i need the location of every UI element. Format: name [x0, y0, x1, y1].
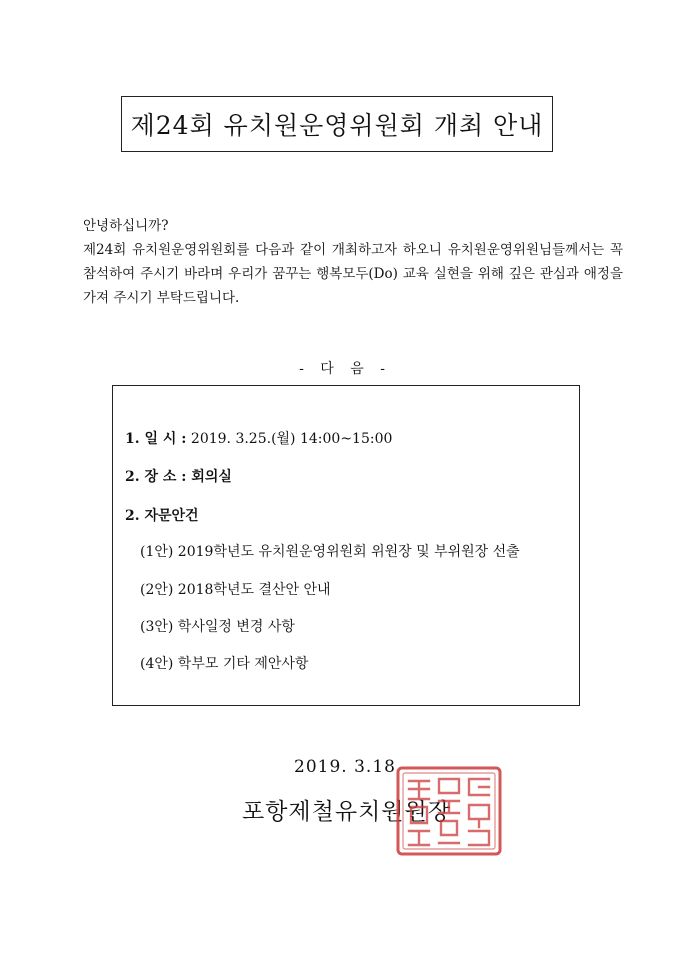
- section-heading: - 다 음 -: [299, 361, 391, 377]
- details-box: [112, 385, 580, 706]
- document-title: 제24회 유치원운영위원회 개최 안내: [130, 111, 544, 140]
- official-seal-icon: [395, 765, 503, 857]
- body-paragraph: 제24회 유치원운영위원회를 다음과 같이 개최하고자 하오니 유치원운영위원님들께서는 꼭 참석하여 주시기 바라며 우리가 꿈꾸는 행복모두(Do) 교육 실현을 위해 깊은 관심과 애정을 가져 주시기 부탁드립니다.: [83, 242, 623, 306]
- intro-section: [83, 214, 623, 310]
- agenda-item: (4안) 학부모 기타 제안사항: [140, 656, 309, 672]
- document-date: 2019. 3.18: [294, 757, 396, 777]
- agenda-item: (3안) 학사일정 변경 사항: [140, 619, 295, 635]
- title-box: [121, 96, 553, 152]
- agenda-item: (1안) 2019학년도 유치원운영위원회 위원장 및 부위원장 선출: [140, 544, 520, 560]
- agenda-item: (2안) 2018학년도 결산안 안내: [140, 582, 331, 598]
- sender-name: 포항제철유치원원장: [242, 799, 451, 825]
- detail-value: 회의실: [186, 469, 232, 485]
- detail-label: 1. 일 시 :: [125, 431, 187, 447]
- detail-item-datetime: [125, 428, 392, 448]
- detail-value: 2019. 3.25.(월) 14:00~15:00: [186, 431, 393, 447]
- greeting: 안녕하십니까?: [83, 218, 169, 234]
- detail-item-place: [125, 466, 232, 486]
- detail-item-agenda: [125, 505, 199, 525]
- detail-label: 2. 자문안건: [125, 508, 199, 524]
- detail-label: 2. 장 소 :: [125, 469, 187, 485]
